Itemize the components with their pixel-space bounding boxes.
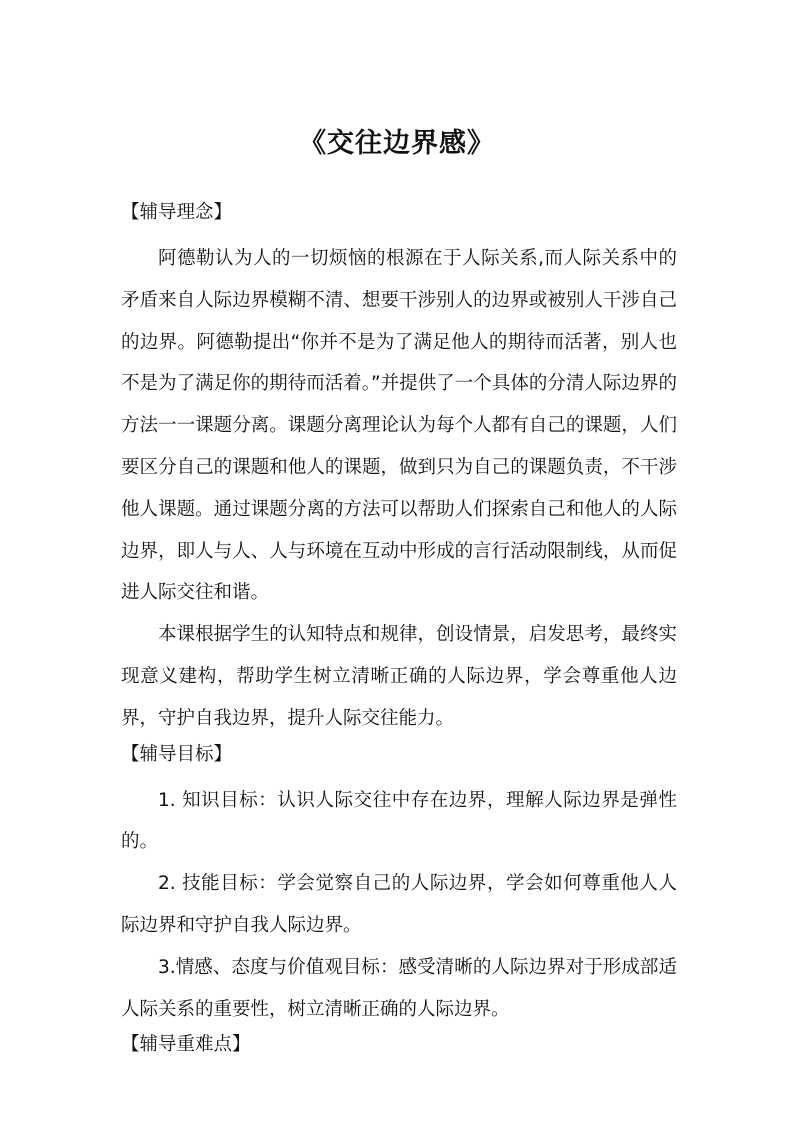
section-heading-philosophy: 【辅导理念】 [121, 202, 233, 223]
document-title: 《交往边界感》 [299, 128, 495, 159]
paragraph-goal-knowledge: 1. 知识目标：认识人际交往中存在边界，理解人际边界是弹性的。 [121, 789, 677, 853]
paragraph-goal-emotion: 3.情感、态度与价值观目标：感受清晰的人际边界对于形成部适人际关系的重要性，树立清晰正确的人际边界。 [121, 956, 677, 1020]
section-heading-key-points: 【辅导重难点】 [121, 1034, 251, 1056]
paragraph-philosophy-1: 阿德勒认为人的一切烦恼的根源在于人际关系,而人际关系中的矛盾来自人际边界模糊不清、想要干涉别人的边界或被别人干涉自己的边界。阿德勒提出“你并不是为了满足他人的期待而活著，别人也不是为了满足你的期待而活着。”并提供了一个具体的分清人际边界的方法一一课题分离。课题分离理论认为每个人都有自己的课题，人们要区分自己的课题和他人的课题，做到只为自己的课题负责，不干涉他人课题。通过课题分离的方法可以帮助人们探索自己和他人的人际边界，即人与人、人与环境在互动中形成的言行活动限制线，从而促进人际交往和谐。 [121, 248, 677, 604]
section-heading-goals: 【辅导目标】 [121, 743, 233, 765]
document-body [121, 198, 677, 1070]
paragraph-philosophy-2: 本课根据学生的认知特点和规律，创设情景，启发思考，最终实现意义建构，帮助学生树立清晰正确的人际边界，学会尊重他人边界，守护自我边界，提升人际交往能力。 [121, 624, 677, 729]
paragraph-goal-skill: 2. 技能目标：学会觉察自己的人际边界，学会如何尊重他人人际边界和守护自我人际边界。 [121, 873, 677, 936]
